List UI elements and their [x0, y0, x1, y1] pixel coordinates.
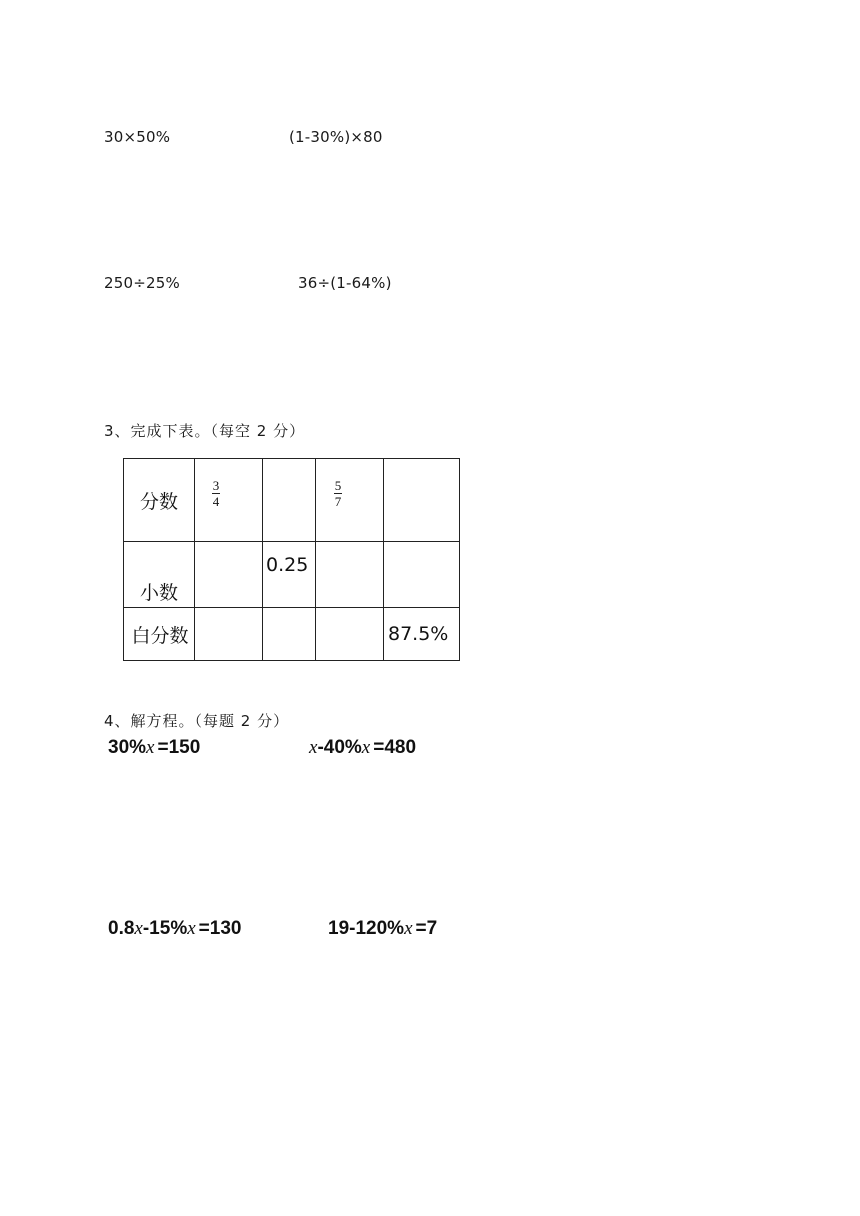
- cell-fraction-4-blank[interactable]: [384, 459, 460, 542]
- table-row-percent: [124, 608, 460, 661]
- expression-4: 36÷(1-64%): [298, 274, 392, 292]
- equation-part: -40%: [317, 737, 362, 758]
- equation-3: [108, 918, 241, 940]
- cell-percent-1-blank[interactable]: [195, 608, 263, 661]
- equation-part: 0.8: [108, 918, 135, 939]
- cell-fraction-3[interactable]: [316, 459, 384, 542]
- variable-x: x: [146, 737, 155, 758]
- fraction-numerator: 5: [334, 478, 342, 493]
- variable-x: x: [404, 918, 413, 939]
- fraction-3-4: [212, 479, 220, 508]
- row-label-fraction: 分数: [124, 459, 195, 542]
- cell-fraction-2-blank[interactable]: [263, 459, 316, 542]
- cell-decimal-3-blank[interactable]: [316, 542, 384, 608]
- equation-part: =7: [415, 918, 438, 939]
- cell-percent-3-blank[interactable]: [316, 608, 384, 661]
- fraction-denominator: 7: [334, 494, 342, 509]
- cell-decimal-4-blank[interactable]: [384, 542, 460, 608]
- equation-part: 30%: [108, 737, 147, 758]
- cell-decimal-1-blank[interactable]: [195, 542, 263, 608]
- variable-x: x: [187, 918, 196, 939]
- equation-part: 19-120%: [328, 918, 405, 939]
- equation-part: =130: [198, 918, 242, 939]
- variable-x: x: [309, 737, 318, 758]
- cell-decimal-2[interactable]: 0.25: [263, 542, 316, 608]
- variable-x: x: [134, 918, 143, 939]
- row-label-decimal: 小数: [124, 542, 195, 608]
- equation-part: -15%: [142, 918, 188, 939]
- cell-percent-2-blank[interactable]: [263, 608, 316, 661]
- equation-4: [328, 918, 437, 940]
- equation-2: [309, 737, 416, 759]
- cell-percent-4[interactable]: 87.5%: [384, 608, 460, 661]
- row-label-percent: 白分数: [124, 608, 195, 661]
- expression-3: 250÷25%: [104, 274, 180, 292]
- section-4-heading: 4、解方程。（每题 2 分）: [104, 712, 290, 730]
- table-row-decimal: [124, 542, 460, 608]
- equation-1: [108, 737, 200, 759]
- conversion-table: [123, 458, 460, 661]
- section-3-heading: 3、完成下表。（每空 2 分）: [104, 422, 306, 440]
- cell-fraction-1[interactable]: [195, 459, 263, 542]
- expression-2: (1-30%)×80: [289, 128, 383, 146]
- equation-part: =150: [157, 737, 201, 758]
- equation-part: =480: [373, 737, 417, 758]
- table-row-fraction: [124, 459, 460, 542]
- variable-x: x: [361, 737, 371, 758]
- fraction-numerator: 3: [212, 478, 220, 493]
- fraction-denominator: 4: [212, 494, 220, 509]
- expression-1: 30×50%: [104, 128, 171, 146]
- fraction-5-7: [334, 479, 342, 508]
